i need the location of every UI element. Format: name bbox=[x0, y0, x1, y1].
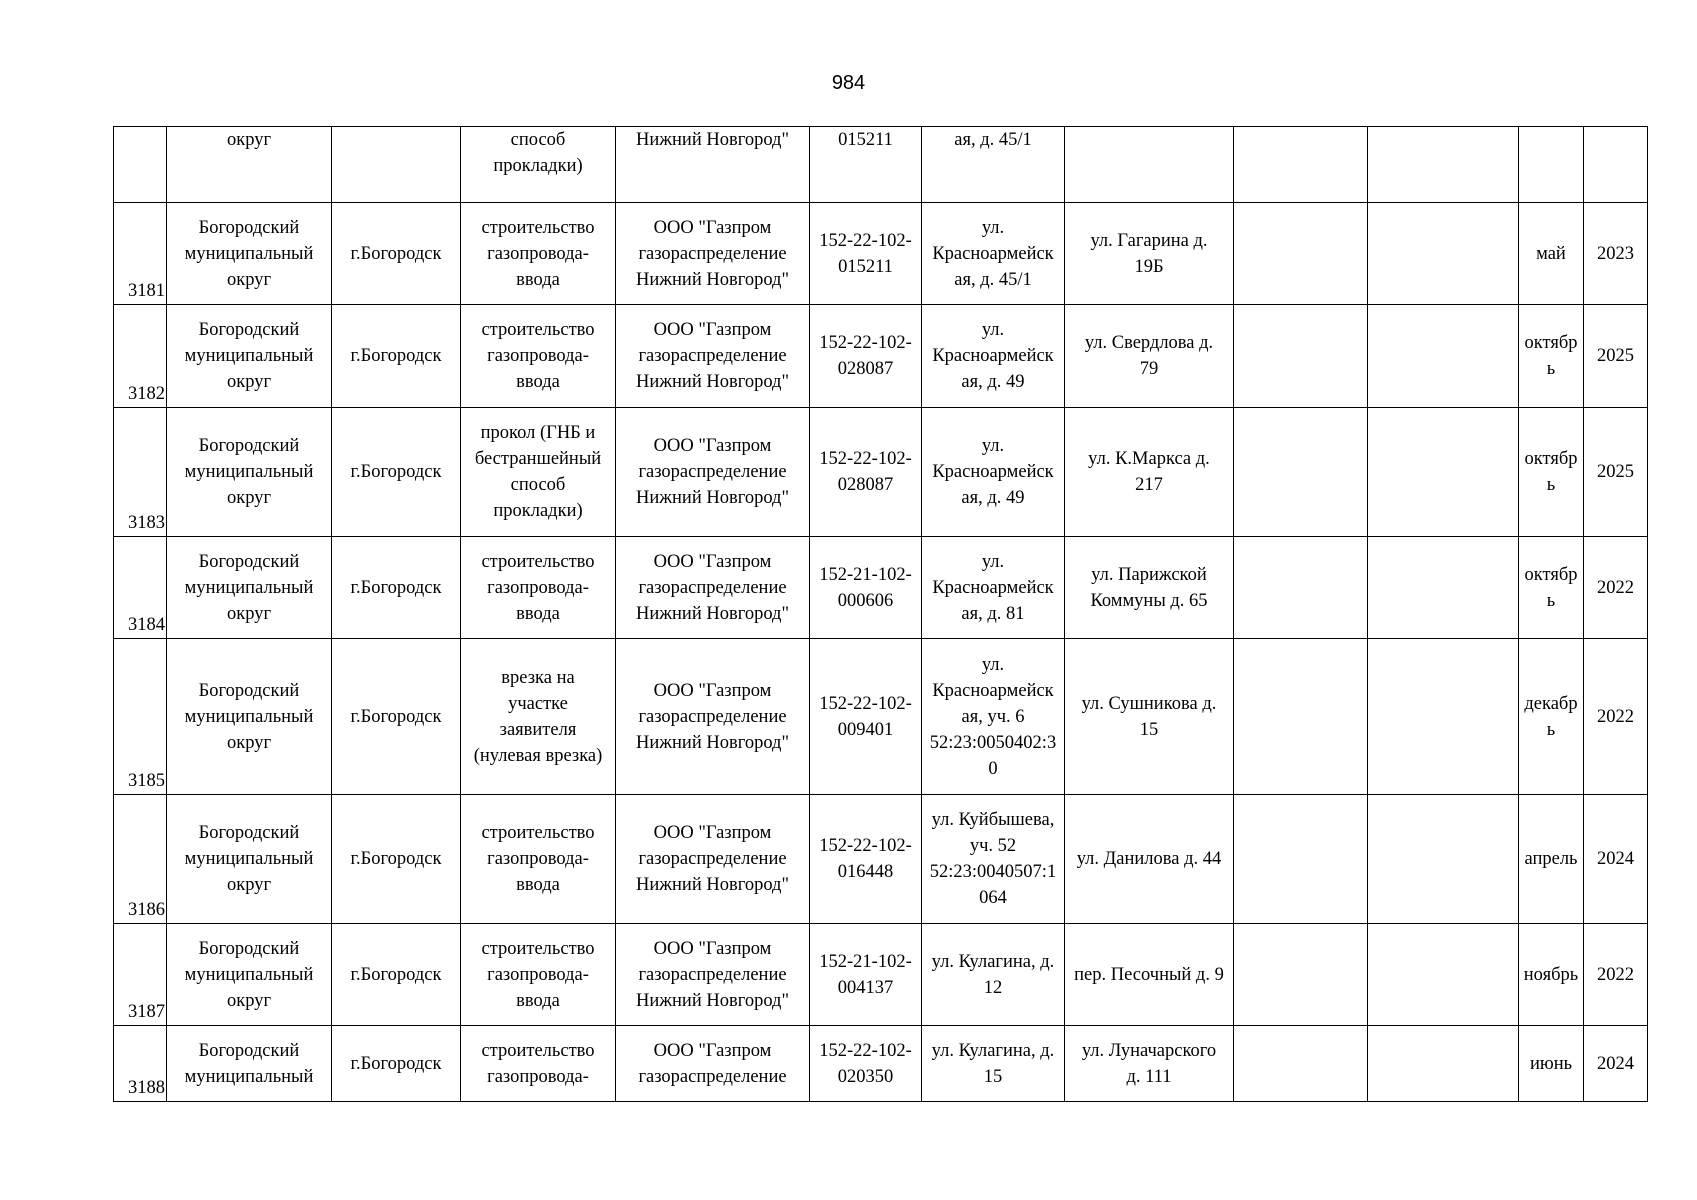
table-row bbox=[114, 639, 1648, 795]
month-cell: апрель bbox=[1519, 795, 1584, 924]
empty-cell bbox=[1234, 305, 1368, 408]
organization-cell: ООО "Газпром газораспределение Нижний Новгород" bbox=[616, 795, 810, 924]
table-row bbox=[114, 305, 1648, 408]
source-address-cell: ул. Красноармейск ая, д. 49 bbox=[922, 305, 1065, 408]
year-cell: 2023 bbox=[1584, 203, 1648, 305]
year-cell: 2024 bbox=[1584, 795, 1648, 924]
spec-number-cell: 152-22-102- 016448 bbox=[810, 795, 922, 924]
organization-cell: ООО "Газпром газораспределение Нижний Новгород" bbox=[616, 639, 810, 795]
settlement-cell: г.Богородск bbox=[332, 408, 461, 537]
empty-cell bbox=[1368, 203, 1519, 305]
table-row bbox=[114, 1026, 1648, 1102]
spec-number-cell: 152-22-102- 015211 bbox=[810, 203, 922, 305]
spec-number-cell: 152-22-102- 028087 bbox=[810, 305, 922, 408]
district-cell: Богородский муниципальный округ bbox=[167, 639, 332, 795]
empty-cell bbox=[1234, 639, 1368, 795]
object-address-cell bbox=[1065, 127, 1234, 203]
row-number-cell bbox=[114, 127, 167, 203]
object-address-cell: пер. Песочный д. 9 bbox=[1065, 924, 1234, 1026]
year-cell bbox=[1584, 127, 1648, 203]
empty-cell bbox=[1234, 795, 1368, 924]
work-type-cell: строительство газопровода- ввода bbox=[461, 795, 616, 924]
settlement-cell: г.Богородск bbox=[332, 203, 461, 305]
empty-cell bbox=[1234, 537, 1368, 639]
work-type-cell: прокол (ГНБ и бестраншейный способ прокладки) bbox=[461, 408, 616, 537]
source-address-cell: ул. Кулагина, д. 12 bbox=[922, 924, 1065, 1026]
organization-cell: Нижний Новгород" bbox=[616, 127, 810, 203]
district-cell: Богородский муниципальный округ bbox=[167, 203, 332, 305]
spec-number-cell: 015211 bbox=[810, 127, 922, 203]
year-cell: 2025 bbox=[1584, 305, 1648, 408]
row-number-cell: 3183 bbox=[114, 408, 167, 537]
object-address-cell: ул. Луначарского д. 111 bbox=[1065, 1026, 1234, 1102]
month-cell: декабр ь bbox=[1519, 639, 1584, 795]
object-address-cell: ул. Сушникова д. 15 bbox=[1065, 639, 1234, 795]
table-row bbox=[114, 924, 1648, 1026]
work-type-cell: способ прокладки) bbox=[461, 127, 616, 203]
settlement-cell: г.Богородск bbox=[332, 924, 461, 1026]
source-address-cell: ул. Красноармейск ая, д. 49 bbox=[922, 408, 1065, 537]
spec-number-cell: 152-21-102- 000606 bbox=[810, 537, 922, 639]
empty-cell bbox=[1368, 408, 1519, 537]
month-cell bbox=[1519, 127, 1584, 203]
district-cell: Богородский муниципальный округ bbox=[167, 537, 332, 639]
settlement-cell: г.Богородск bbox=[332, 639, 461, 795]
spec-number-cell: 152-22-102- 009401 bbox=[810, 639, 922, 795]
empty-cell bbox=[1368, 1026, 1519, 1102]
empty-cell bbox=[1234, 127, 1368, 203]
organization-cell: ООО "Газпром газораспределение Нижний Новгород" bbox=[616, 203, 810, 305]
district-cell: Богородский муниципальный округ bbox=[167, 408, 332, 537]
work-type-cell: врезка на участке заявителя (нулевая врезка) bbox=[461, 639, 616, 795]
row-number-cell: 3181 bbox=[114, 203, 167, 305]
source-address-cell: ул. Кулагина, д. 15 bbox=[922, 1026, 1065, 1102]
row-number-cell: 3186 bbox=[114, 795, 167, 924]
district-cell: Богородский муниципальный округ bbox=[167, 795, 332, 924]
spec-number-cell: 152-22-102- 028087 bbox=[810, 408, 922, 537]
spec-number-cell: 152-21-102- 004137 bbox=[810, 924, 922, 1026]
organization-cell: ООО "Газпром газораспределение Нижний Новгород" bbox=[616, 305, 810, 408]
table-row bbox=[114, 203, 1648, 305]
page-number: 984 bbox=[831, 72, 866, 94]
work-type-cell: строительство газопровода- ввода bbox=[461, 924, 616, 1026]
year-cell: 2022 bbox=[1584, 924, 1648, 1026]
object-address-cell: ул. Гагарина д. 19Б bbox=[1065, 203, 1234, 305]
empty-cell bbox=[1234, 408, 1368, 537]
empty-cell bbox=[1368, 537, 1519, 639]
month-cell: июнь bbox=[1519, 1026, 1584, 1102]
settlement-cell: г.Богородск bbox=[332, 1026, 461, 1102]
empty-cell bbox=[1368, 795, 1519, 924]
object-address-cell: ул. Парижской Коммуны д. 65 bbox=[1065, 537, 1234, 639]
empty-cell bbox=[1234, 203, 1368, 305]
district-cell: Богородский муниципальный bbox=[167, 1026, 332, 1102]
year-cell: 2024 bbox=[1584, 1026, 1648, 1102]
settlement-cell: г.Богородск bbox=[332, 795, 461, 924]
empty-cell bbox=[1368, 924, 1519, 1026]
source-address-cell: ая, д. 45/1 bbox=[922, 127, 1065, 203]
month-cell: май bbox=[1519, 203, 1584, 305]
table-row bbox=[114, 408, 1648, 537]
settlement-cell: г.Богородск bbox=[332, 305, 461, 408]
work-type-cell: строительство газопровода- ввода bbox=[461, 203, 616, 305]
object-address-cell: ул. Данилова д. 44 bbox=[1065, 795, 1234, 924]
row-number-cell: 3182 bbox=[114, 305, 167, 408]
row-number-cell: 3185 bbox=[114, 639, 167, 795]
empty-cell bbox=[1368, 305, 1519, 408]
district-cell: округ bbox=[167, 127, 332, 203]
empty-cell bbox=[1368, 639, 1519, 795]
empty-cell bbox=[1234, 1026, 1368, 1102]
table-row-continuation bbox=[114, 127, 1648, 203]
object-address-cell: ул. Свердлова д. 79 bbox=[1065, 305, 1234, 408]
organization-cell: ООО "Газпром газораспределение bbox=[616, 1026, 810, 1102]
table-row bbox=[114, 537, 1648, 639]
organization-cell: ООО "Газпром газораспределение Нижний Новгород" bbox=[616, 408, 810, 537]
month-cell: октябр ь bbox=[1519, 408, 1584, 537]
year-cell: 2022 bbox=[1584, 537, 1648, 639]
district-cell: Богородский муниципальный округ bbox=[167, 924, 332, 1026]
source-address-cell: ул. Красноармейск ая, уч. 6 52:23:0050402:3 0 bbox=[922, 639, 1065, 795]
object-address-cell: ул. К.Маркса д. 217 bbox=[1065, 408, 1234, 537]
table-row bbox=[114, 795, 1648, 924]
source-address-cell: ул. Куйбышева, уч. 52 52:23:0040507:1 064 bbox=[922, 795, 1065, 924]
row-number-cell: 3187 bbox=[114, 924, 167, 1026]
month-cell: октябр ь bbox=[1519, 305, 1584, 408]
year-cell: 2025 bbox=[1584, 408, 1648, 537]
empty-cell bbox=[1234, 924, 1368, 1026]
settlement-cell: г.Богородск bbox=[332, 537, 461, 639]
source-address-cell: ул. Красноармейск ая, д. 81 bbox=[922, 537, 1065, 639]
row-number-cell: 3188 bbox=[114, 1026, 167, 1102]
work-type-cell: строительство газопровода- ввода bbox=[461, 537, 616, 639]
district-cell: Богородский муниципальный округ bbox=[167, 305, 332, 408]
work-type-cell: строительство газопровода- ввода bbox=[461, 305, 616, 408]
source-address-cell: ул. Красноармейск ая, д. 45/1 bbox=[922, 203, 1065, 305]
year-cell: 2022 bbox=[1584, 639, 1648, 795]
month-cell: октябр ь bbox=[1519, 537, 1584, 639]
organization-cell: ООО "Газпром газораспределение Нижний Новгород" bbox=[616, 537, 810, 639]
settlement-cell bbox=[332, 127, 461, 203]
work-type-cell: строительство газопровода- bbox=[461, 1026, 616, 1102]
empty-cell bbox=[1368, 127, 1519, 203]
organization-cell: ООО "Газпром газораспределение Нижний Новгород" bbox=[616, 924, 810, 1026]
connections-table bbox=[113, 126, 1648, 1102]
row-number-cell: 3184 bbox=[114, 537, 167, 639]
month-cell: ноябрь bbox=[1519, 924, 1584, 1026]
spec-number-cell: 152-22-102- 020350 bbox=[810, 1026, 922, 1102]
